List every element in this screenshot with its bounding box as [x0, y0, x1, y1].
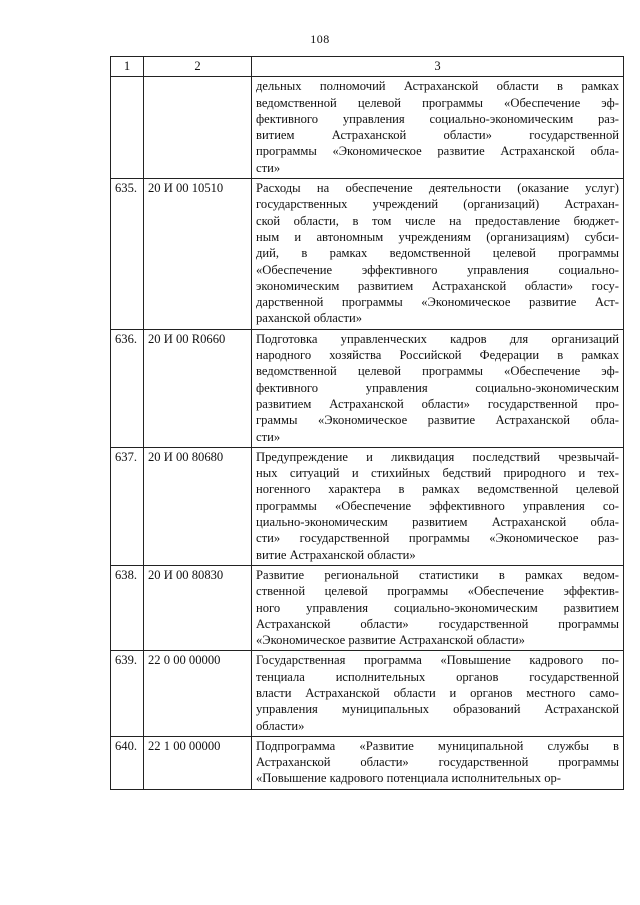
- description-line: ственной целевой программы «Обеспечение эффектив-: [256, 584, 619, 599]
- row-number: 638.: [111, 565, 144, 650]
- row-description: [252, 179, 624, 330]
- row-number: 636.: [111, 329, 144, 447]
- row-description: [252, 736, 624, 789]
- description-line: фективного управления социально-экономическим раз-: [256, 111, 619, 126]
- description-line: Расходы на обеспечение деятельности (оказание услуг): [256, 181, 619, 196]
- description-line: циально-экономическим развитием Астраханской обла-: [256, 515, 619, 530]
- page-number: 108: [310, 32, 330, 46]
- description-line: народного хозяйства Российской Федерации в рамках: [256, 348, 619, 363]
- description-line: программы «Экономическое развитие Астраханской обла-: [256, 144, 619, 159]
- row-code: 20 И 00 80830: [144, 565, 252, 650]
- description-line: тенциала исполнительных органов государственной: [256, 669, 619, 684]
- table-row: [111, 77, 624, 179]
- row-code: 20 И 00 R0660: [144, 329, 252, 447]
- table-body: [111, 77, 624, 789]
- description-line: витием Астраханской области» государственной: [256, 128, 619, 143]
- description-line: витие Астраханской области»: [256, 547, 416, 562]
- row-number: [111, 77, 144, 179]
- description-line: развитием Астраханской области» государственной про-: [256, 396, 619, 411]
- row-description: [252, 447, 624, 565]
- description-line: государственных учреждений (организаций) Астрахан-: [256, 197, 619, 212]
- description-line: власти Астраханской области и органов местного само-: [256, 685, 619, 700]
- description-line: фективного управления социально-экономическим: [256, 380, 619, 395]
- table-row: [111, 447, 624, 565]
- description-line: сти» государственной программы «Экономическое раз-: [256, 531, 619, 546]
- row-number: 639.: [111, 651, 144, 736]
- column-header-number: 1: [111, 57, 144, 77]
- description-line: ской области, в том числе на предоставление бюджет-: [256, 213, 619, 228]
- table-header-row: [111, 57, 624, 77]
- description-line: ного управления социально-экономическим развитием: [256, 600, 619, 615]
- description-line: сти»: [256, 160, 281, 175]
- row-code: 22 1 00 00000: [144, 736, 252, 789]
- description-line: дарственной программы «Экономическое развитие Аст-: [256, 295, 619, 310]
- budget-classification-table: [110, 56, 624, 790]
- table-row: [111, 329, 624, 447]
- description-line: программы «Обеспечение эффективного управления со-: [256, 498, 619, 513]
- description-line: Астраханской области» государственной программы: [256, 616, 619, 631]
- description-line: ведомственной целевой программы «Обеспечение эф-: [256, 364, 619, 379]
- row-description: [252, 77, 624, 179]
- row-description: [252, 565, 624, 650]
- description-line: Подготовка управленческих кадров для организаций: [256, 331, 619, 346]
- column-header-code: 2: [144, 57, 252, 77]
- row-number: 640.: [111, 736, 144, 789]
- description-line: Астраханской области» государственной программы: [256, 755, 619, 770]
- description-line: «Экономическое развитие Астраханской области»: [256, 633, 525, 648]
- description-line: ных ситуаций и стихийных бедствий природного и тех-: [256, 466, 619, 481]
- description-line: управления муниципальных образований Астраханской: [256, 702, 619, 717]
- description-line: раханской области»: [256, 311, 362, 326]
- description-line: сти»: [256, 429, 281, 444]
- description-line: ведомственной целевой программы «Обеспечение эф-: [256, 95, 619, 110]
- description-line: Подпрограмма «Развитие муниципальной службы в: [256, 738, 619, 753]
- description-line: дий, в рамках ведомственной целевой программы: [256, 246, 619, 261]
- row-number: 637.: [111, 447, 144, 565]
- row-number: 635.: [111, 179, 144, 330]
- row-code: 20 И 00 10510: [144, 179, 252, 330]
- row-code: 22 0 00 00000: [144, 651, 252, 736]
- description-line: области»: [256, 718, 305, 733]
- table-row: [111, 565, 624, 650]
- description-line: дельных полномочий Астраханской области в рамках: [256, 79, 619, 94]
- description-line: «Обеспечение эффективного управления социально-: [256, 262, 619, 277]
- description-line: Развитие региональной статистики в рамках ведом-: [256, 567, 619, 582]
- table-row: [111, 651, 624, 736]
- row-code: 20 И 00 80680: [144, 447, 252, 565]
- row-description: [252, 651, 624, 736]
- table-row: [111, 736, 624, 789]
- description-line: ным и автономным учреждениям (организациям) субси-: [256, 229, 619, 244]
- description-line: граммы «Экономическое развитие Астраханской обла-: [256, 413, 619, 428]
- description-line: экономическим развитием Астраханской области» госу-: [256, 278, 619, 293]
- description-line: ногенного характера в рамках ведомственной целевой: [256, 482, 619, 497]
- description-line: Предупреждение и ликвидация последствий чрезвычай-: [256, 449, 619, 464]
- description-line: Государственная программа «Повышение кадрового по-: [256, 653, 619, 668]
- table-row: [111, 179, 624, 330]
- column-header-description: 3: [252, 57, 624, 77]
- description-line: «Повышение кадрового потенциала исполнительных ор-: [256, 771, 561, 786]
- row-description: [252, 329, 624, 447]
- row-code: [144, 77, 252, 179]
